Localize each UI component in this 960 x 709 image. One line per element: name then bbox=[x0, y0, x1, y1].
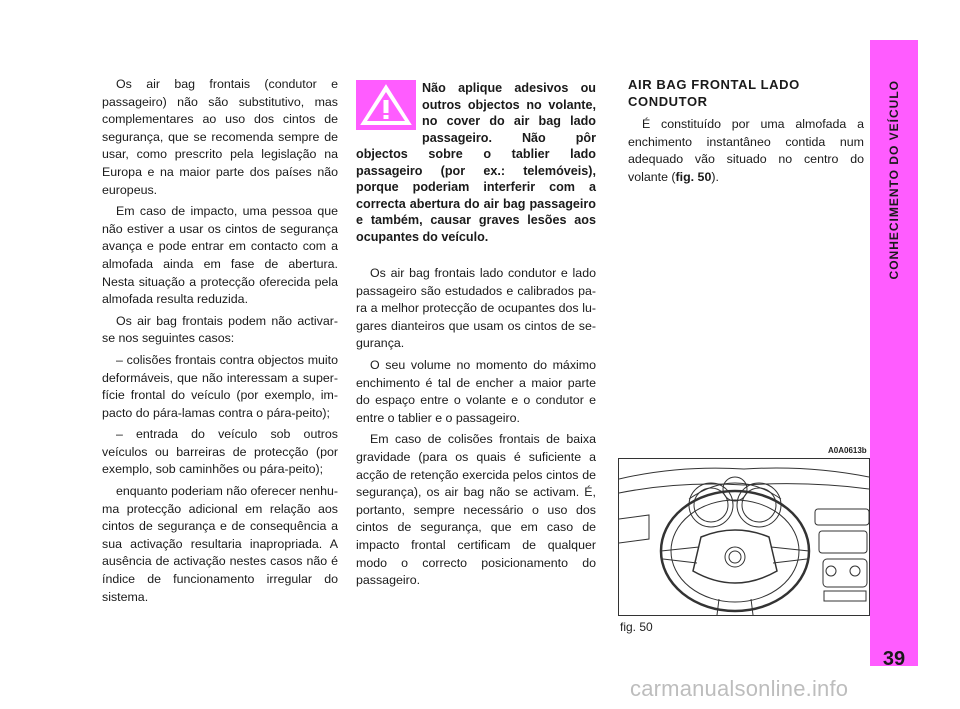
watermark: carmanualsonline.info bbox=[630, 676, 849, 701]
figure-code: A0A0613b bbox=[828, 446, 867, 455]
paragraph: enquanto poderiam não oferecer nenhuma protecção adicional em relação aos cintos de segurança e de consequência a sua activação resultaria inapropriada. A ausência de activação nestes casos não é índice de funcionamento irregular do sistema. bbox=[102, 484, 338, 604]
warning-text: Não aplique adesivos ou outros objectos no volante, no cover do air bag lado passageiro. Não pôr objectos sobre o tablier lado passageiro (por ex.: telemóveis), porque poderiam interferir com a correcta abertura do air bag passageiro e também, causar graves lesões aos ocupantes do veículo. bbox=[356, 81, 596, 244]
chapter-title: CONHECIMENTO DO VEÍCULO bbox=[887, 80, 901, 280]
paragraph: É constituído por uma almofada a enchimento instantâneo contida num adequado vão situado no centro do volante (fig. 50). bbox=[628, 117, 864, 184]
steering-wheel-illustration bbox=[619, 459, 869, 615]
figure-steering-wheel bbox=[618, 458, 870, 616]
paragraph: O seu volume no momento do máximo enchimento é tal de encher a maior parte do espaço entre o volante e o condutor e entre o tablier e o passageiro. bbox=[356, 357, 596, 425]
paragraph: Em caso de colisões frontais de baixa gravidade (para os quais é suficiente a acção de retenção exercida pelos cintos de segurança), os air bag não se activam. É, portanto, sempre necessário o uso dos cintos de segurança, que em caso de impacto frontal certificam de qualquer modo o correcto posicionamento do passageiro. bbox=[356, 432, 596, 588]
paragraph: Os air bag frontais (condutor e passageiro) não são substitutivo, mas complementares ao uso dos cintos de segurança, que se recomenda sempre de usar, como prescrito pela legislação na Europa e na maior parte dos países não europeus. bbox=[102, 77, 338, 197]
warning-triangle-icon bbox=[356, 80, 416, 130]
section-heading: AIR BAG FRONTAL LADO CONDUTOR bbox=[628, 77, 800, 109]
paragraph: – colisões frontais contra objectos muito deformáveis, que não interessam a superfície frontal do veículo (por exemplo, impacto do pára-lamas contra o pára-peito); bbox=[102, 352, 338, 420]
paragraph: – entrada do veículo sob outros veículos ou barreiras de protecção (por exemplo, sob caminhões ou pára-peito); bbox=[102, 427, 338, 477]
page-number: 39 bbox=[882, 648, 906, 670]
text-column-2 bbox=[356, 265, 596, 594]
paragraph: Em caso de impacto, uma pessoa que não estiver a usar os cintos de segurança avança e pode entrar em contacto com a almofada ainda em fase de abertura. Nesta situação a protecção oferecida pela almofada resulta reduzida. bbox=[102, 204, 338, 307]
warning-box bbox=[356, 80, 596, 245]
chapter-sidebar bbox=[870, 40, 918, 670]
paragraph: Os air bag frontais podem não activar-se nos seguintes casos: bbox=[102, 313, 338, 346]
paragraph: Os air bag frontais lado condutor e lado passageiro são estudados e calibrados para a melhor protecção de ocupantes dos lugares dianteiros que usam os cintos de segurança. bbox=[356, 266, 596, 351]
text-column-3 bbox=[628, 76, 864, 190]
figure-caption: fig. 50 bbox=[620, 620, 653, 634]
figure-reference[interactable]: fig. 50 bbox=[675, 169, 712, 184]
text-column-1 bbox=[102, 76, 338, 610]
